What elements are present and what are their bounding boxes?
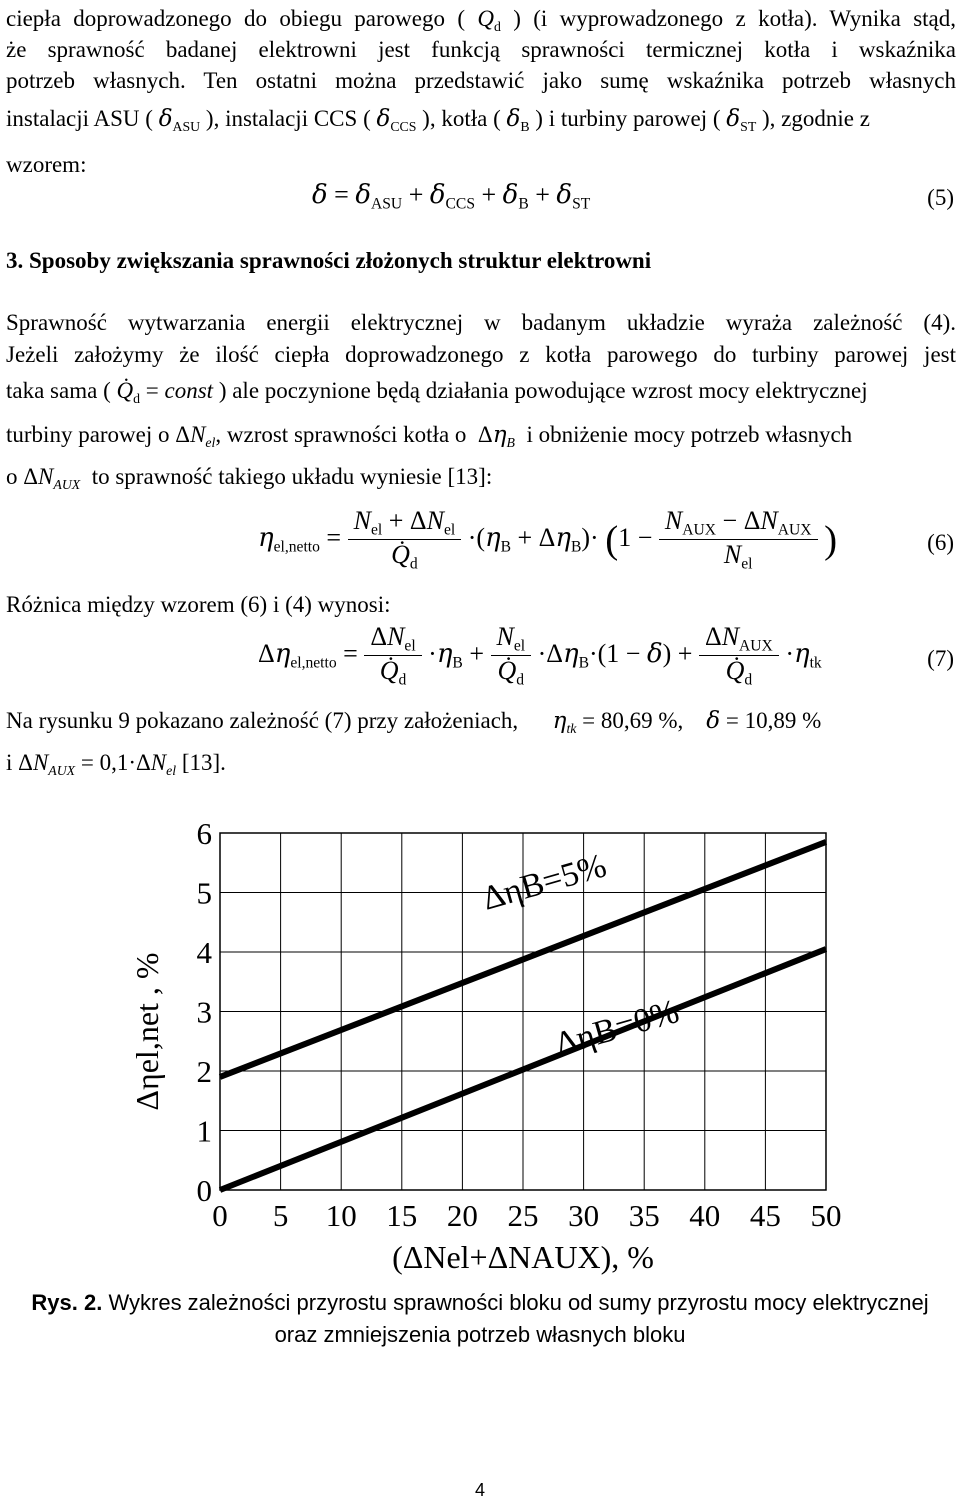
text-diff-intro: Różnica między wzorem (6) i (4) wynosi: <box>6 592 391 617</box>
text-line-p2-5: o $\Delta N_{AUX}$ to sprawność takiego układu wyniesie [13]: <box>6 464 493 492</box>
page-number: 4 <box>474 1480 485 1500</box>
x-tick-label: 30 <box>568 1198 600 1233</box>
text-line-3: potrzeb własnych. Ten ostatni można przedstawić jako sumę wskaźnika potrzeb własnych <box>6 68 956 93</box>
x-tick-label: 20 <box>446 1198 478 1233</box>
text-line-p2-4: turbiny parowej o $\Delta N_{el}$, wzrost sprawności kotła o $\Delta\eta_B$ i obniżenie mocy potrzeb własnych <box>6 422 853 450</box>
y-tick-label: 1 <box>196 1113 212 1149</box>
x-tick-label: 5 <box>272 1198 289 1233</box>
y-tick-label: 5 <box>196 875 212 911</box>
x-tick-label: 25 <box>507 1198 539 1233</box>
x-tick-label: 0 <box>212 1198 228 1233</box>
x-axis-label: (ΔNel+ΔNAUX), % <box>392 1239 654 1275</box>
text-line-p2-3: taka sama ( $Q̇_d$ = const ) ale poczynione będą działania powodujące wzrost mocy elektrycznej <box>6 378 868 406</box>
y-tick-label: 4 <box>196 935 212 970</box>
efficiency-chart <box>0 800 960 1280</box>
series-label: ΔηB=0% <box>551 992 684 1064</box>
x-tick-label: 35 <box>628 1198 660 1233</box>
y-axis-label: Δηel,net , % <box>129 952 165 1111</box>
equation-7: $\Delta\eta_{el,netto}$ = $\frac{\Delta N_{el}}{Q̇_d}$ $\cdot\eta_B$ + $\frac{N_{el}}{Q̇_d}$ $\cdot\Delta\eta_B\cdot(1 - \delta)$ + $\frac{\Delta N_{AUX}}{Q̇_d}$ $\cdot\eta_{tk}$ <box>258 622 822 689</box>
equation-5: $\delta = \delta_{ASU} + \delta_{CCS} + \delta_B + \delta_{ST}$ <box>312 180 591 213</box>
text-line-p3-2: i $\Delta N_{AUX} = 0,1\cdot\Delta N_{el}$ [13]. <box>6 750 226 778</box>
y-tick-label: 6 <box>196 816 212 851</box>
text-line-p3-1: Na rysunku 9 pokazano zależność (7) przy założeniach, $\eta_{tk} = 80,69$ %, δ = 10,89 % <box>6 708 822 736</box>
section-heading: 3. Sposoby zwiększania sprawności złożonych struktur elektrowni <box>6 248 652 273</box>
x-tick-label: 45 <box>749 1198 781 1233</box>
equation-6: $\eta_{el,netto}$ = $\frac{N_{el} + \Delta N_{el}}{Q̇_d}$ $\cdot(\eta_B + \Delta\eta_B)\cdot (1$ − $\frac{N_{AUX} - \Delta N_{AUX}}{N_{el}}$ ) <box>258 506 838 573</box>
text-line-2: że sprawność badanej elektrowni jest funkcją sprawności termicznej kotła i wskaźnika <box>6 37 956 62</box>
y-tick-label: 2 <box>196 1054 212 1089</box>
figure-caption: Rys. 2. Wykres zależności przyrostu sprawności bloku od sumy przyrostu mocy elektrycznej oraz zmniejszenia potrzeb własnych bloku <box>31 1290 929 1347</box>
equation-5-number: (5) <box>927 185 954 210</box>
text-line-p2-1: Sprawność wytwarzania energii elektrycznej w badanym układzie wyraża zależność (4). <box>6 310 956 335</box>
x-tick-label: 10 <box>325 1198 357 1233</box>
equation-7-number: (7) <box>927 646 954 671</box>
y-tick-label: 3 <box>196 994 212 1030</box>
x-tick-label: 15 <box>386 1198 418 1233</box>
series-labels <box>478 847 683 1063</box>
equation-6-number: (6) <box>927 530 954 555</box>
x-tick-label: 50 <box>810 1198 842 1233</box>
text-line-5: wzorem: <box>6 152 87 177</box>
y-tick-label: 0 <box>196 1173 212 1208</box>
series-label: ΔηB=5% <box>478 847 611 918</box>
text-line-1: ciepła doprowadzonego do obiegu parowego ( $Q_d$ ) (i wyprowadzonego z kotła). Wynika stąd, <box>6 6 957 34</box>
text-line-p2-2: Jeżeli założymy że ilość ciepła doprowadzonego z kotła parowego do turbiny parowej jest <box>6 342 956 367</box>
text-line-4: instalacji ASU ( $\delta_{ASU}$ ), instalacji CCS ( $\delta_{CCS}$ ), kotła ( $\delta_B$ ) i turbiny parowej ( $\delta_{ST}$ ), zgodnie z <box>6 106 870 134</box>
x-tick-label: 40 <box>689 1198 721 1233</box>
